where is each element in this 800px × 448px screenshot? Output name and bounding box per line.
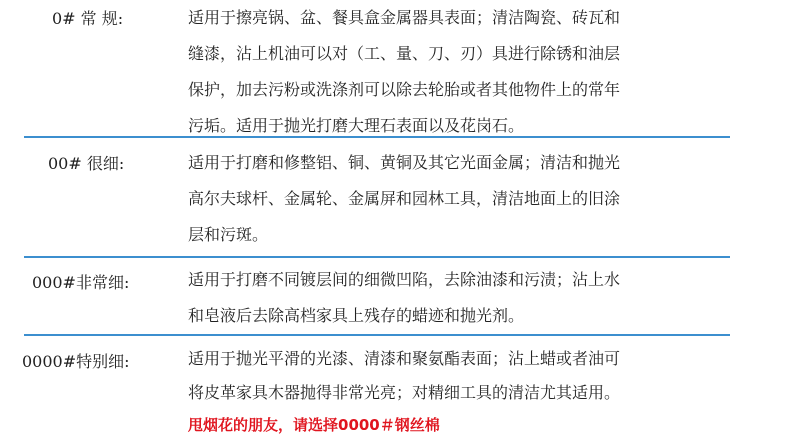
grade-label: 0000#特别细:	[22, 352, 130, 371]
fireworks-recommendation-note: 甩烟花的朋友，请选择0000＃钢丝棉	[188, 416, 440, 434]
row-divider	[24, 256, 730, 258]
description-line: 污垢。适用于抛光打磨大理石表面以及花岗石。	[188, 116, 525, 135]
description-line: 适用于打磨不同镀层间的细微凹陷，去除油漆和污渍；沾上水	[188, 270, 621, 289]
description-line: 适用于擦亮锅、盆、餐具盒金属器具表面；清洁陶瓷、砖瓦和	[188, 8, 621, 27]
description-line: 层和污斑。	[188, 225, 269, 244]
description-line: 保护，加去污粉或洗涤剂可以除去轮胎或者其他物件上的常年	[188, 80, 621, 99]
grade-description	[188, 0, 708, 144]
description-line: 将皮革家具木器抛得非常光亮；对精细工具的清洁尤其适用。	[188, 383, 621, 402]
description-line: 高尔夫球杆、金属轮、金属屏和园林工具，清洁地面上的旧涂	[188, 189, 621, 208]
grade-label: 0# 常 规:	[52, 9, 124, 28]
description-line: 适用于打磨和修整铝、铜、黄铜及其它光面金属；清洁和抛光	[188, 153, 621, 172]
grade-label: 00# 很细:	[48, 154, 125, 173]
grade-description	[188, 145, 708, 253]
description-line: 和皂液后去除高档家具上残存的蜡迹和抛光剂。	[188, 306, 525, 325]
row-divider	[24, 136, 730, 138]
grade-description	[188, 262, 708, 334]
grade-description	[188, 342, 708, 440]
description-line: 缝漆，沾上机油可以对（工、量、刀、刃）具进行除锈和油层	[188, 44, 621, 63]
grade-label: 000#非常细:	[32, 273, 130, 292]
row-divider	[24, 334, 730, 336]
description-line: 适用于抛光平滑的光漆、清漆和聚氨酯表面；沾上蜡或者油可	[188, 349, 621, 368]
